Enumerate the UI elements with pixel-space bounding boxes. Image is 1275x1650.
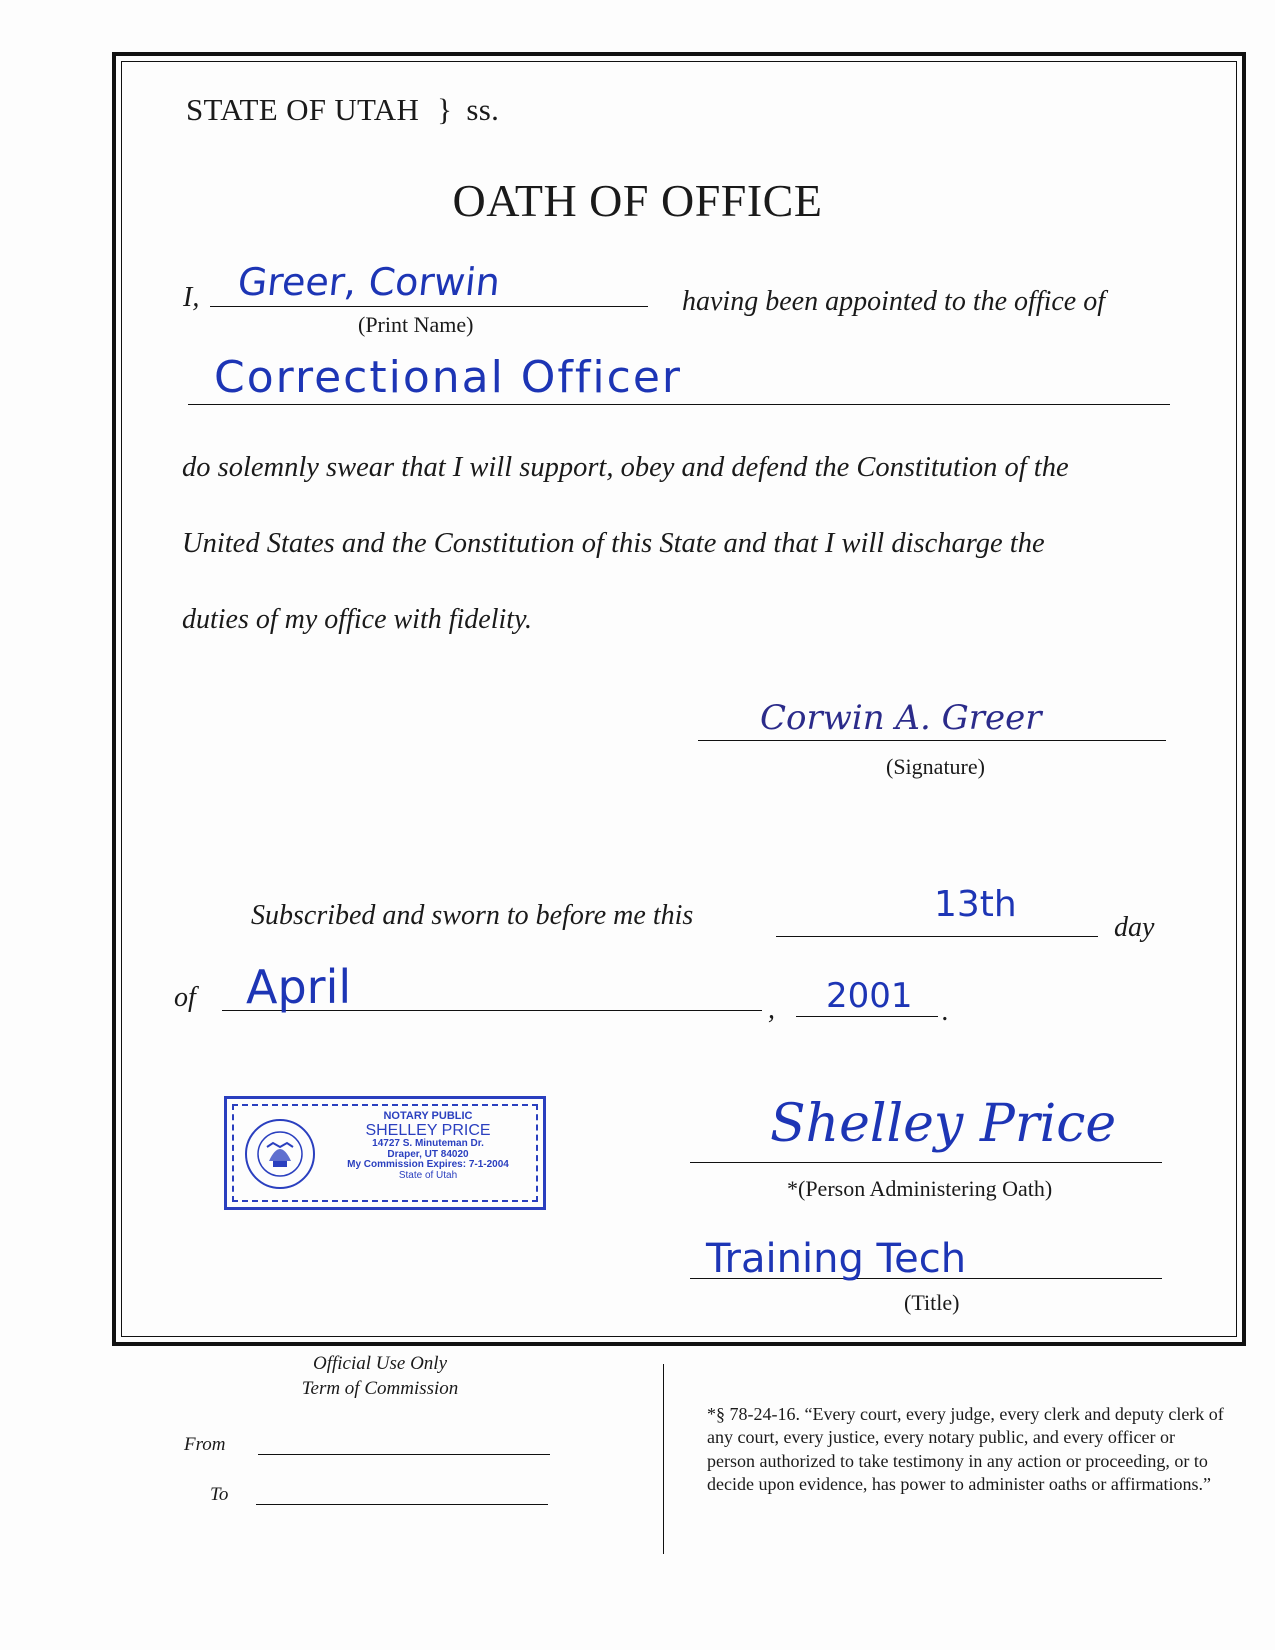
appointed-text: having been appointed to the office of (682, 286, 1106, 317)
venue-state: STATE OF UTAH (186, 92, 420, 127)
handwritten-day: 13th (934, 884, 1017, 925)
oath-taker-signature: Corwin A. Greer (760, 698, 1042, 738)
administrator-signature: Shelley Price (770, 1094, 1117, 1154)
handwritten-name: Greer, Corwin (235, 260, 503, 304)
of-label: of (174, 982, 196, 1013)
administrator-signature-line (690, 1162, 1162, 1163)
venue-ss: ss. (466, 92, 500, 127)
date-comma: , (768, 994, 775, 1025)
stamp-state: State of Utah (398, 1169, 458, 1181)
from-line (258, 1454, 550, 1455)
name-line (210, 306, 648, 307)
footer-divider (663, 1364, 664, 1554)
date-period: . (942, 996, 949, 1027)
to-label: To (210, 1484, 229, 1505)
signature-line (698, 740, 1166, 741)
handwritten-month: April (246, 960, 352, 1014)
from-label: From (184, 1434, 226, 1455)
title-caption: (Title) (904, 1290, 960, 1315)
handwritten-title: Training Tech (706, 1236, 967, 1282)
stamp-text-block (319, 1111, 537, 1181)
stamp-notary-name: SHELLEY PRICE (365, 1121, 491, 1139)
handwritten-office: Correctional Officer (214, 352, 682, 403)
signature-caption: (Signature) (886, 754, 985, 779)
official-use-line-1: Official Use Only (312, 1353, 448, 1374)
year-line (796, 1016, 938, 1017)
day-label: day (1114, 912, 1155, 943)
stamp-city: Draper, UT 84020 (387, 1148, 469, 1160)
oath-paragraph-line-2: United States and the Constitution of this State and that I will discharge the (182, 528, 1045, 559)
venue-heading (186, 92, 499, 128)
stamp-address: 14727 S. Minuteman Dr. (372, 1138, 484, 1150)
day-line (776, 936, 1098, 937)
stamp-commission: My Commission Expires: 7-1-2004 (347, 1159, 509, 1171)
oath-paragraph-line-3: duties of my office with fidelity. (182, 604, 532, 635)
office-line (188, 404, 1170, 405)
stamp-line-1: NOTARY PUBLIC (383, 1110, 473, 1122)
venue-brace: } (437, 92, 453, 127)
document-title: OATH OF OFFICE (452, 175, 823, 226)
administrator-caption: *(Person Administering Oath) (787, 1176, 1053, 1201)
to-line (256, 1504, 548, 1505)
sworn-text: Subscribed and sworn to before me this (251, 900, 694, 931)
print-name-caption: (Print Name) (358, 312, 474, 337)
oath-pronoun: I, (183, 282, 200, 313)
handwritten-year: 2001 (826, 976, 913, 1016)
official-use-line-2: Term of Commission (301, 1377, 459, 1399)
statute-note: *§ 78-24-16. “Every court, every judge, every clerk and deputy clerk of any court, every justice, every notary public, and every officer or person authorized to take testimony in any action or proceeding, or to decide upon evidence, has power to administer oaths or affirmations.” (707, 1404, 1224, 1495)
oath-paragraph-line-1: do solemnly swear that I will support, obey and defend the Constitution of the (182, 452, 1069, 483)
notary-stamp (224, 1096, 546, 1210)
utah-state-seal (243, 1117, 317, 1191)
official-use-heading (280, 1352, 480, 1401)
